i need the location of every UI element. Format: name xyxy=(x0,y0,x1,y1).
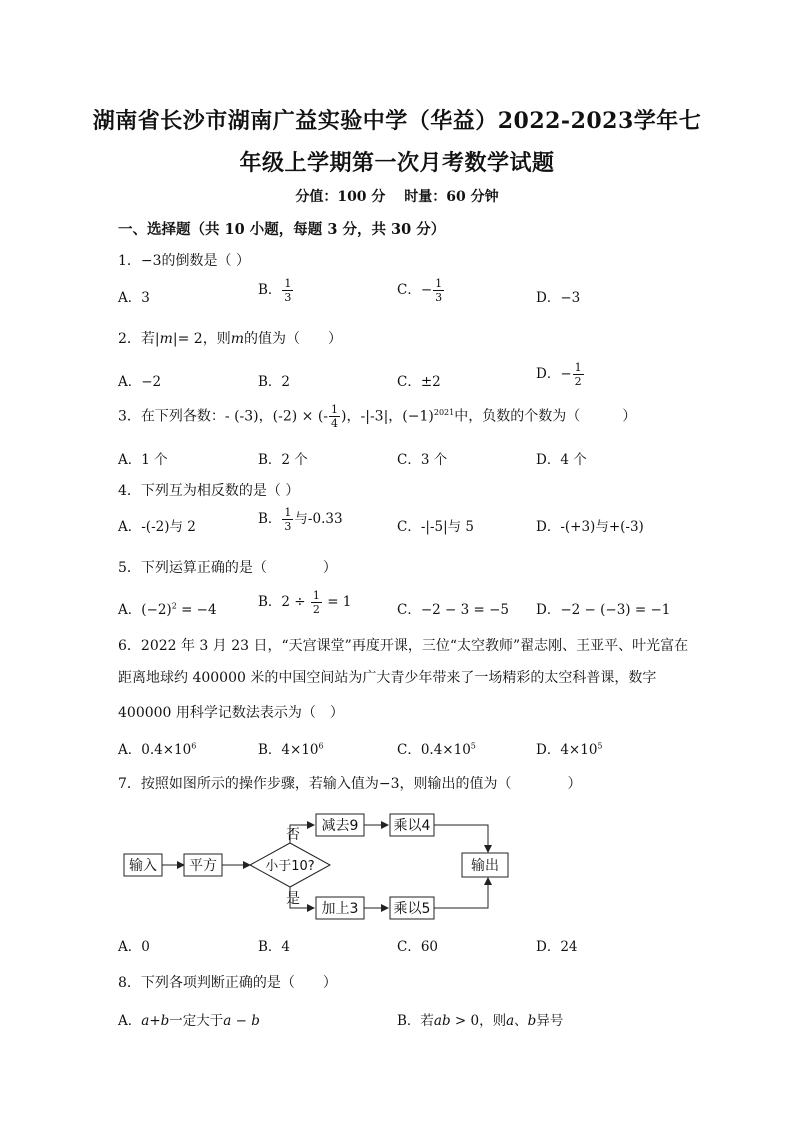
question-6-stem-line-2: 距离地球约 400000 米的中国空间站为广大青少年带来了一场精彩的太空科普课，数字 xyxy=(118,670,657,686)
fraction: $\frac{1}{4}$ xyxy=(331,403,339,430)
question-3-stem: 3．在下列各数：- (-3)，(-2) × (- $\frac{1}{4}$ )，-|-3|，$(-1)^{2021}$中，负数的个数为（ ） xyxy=(118,403,637,430)
question-2-stem: 2．若|m|= 2，则m的值为（ ） xyxy=(118,331,342,347)
question-6-option-c: C．$0.4\times 10^5$ xyxy=(397,741,476,758)
question-6-option-d: D．$4\times 10^5$ xyxy=(536,741,603,758)
flow-plus3-label: 加上3 xyxy=(321,901,359,917)
question-1-stem: 1．−3的倒数是（ ） xyxy=(118,253,250,269)
question-2-option-a: A．−2 xyxy=(118,374,162,390)
fraction: $\frac{1}{2}$ xyxy=(312,589,320,616)
question-4-option-d: D．-(+3)与+(-3) xyxy=(536,519,644,535)
flow-arrow xyxy=(434,878,488,908)
question-4-stem: 4．下列互为相反数的是（ ） xyxy=(118,483,300,499)
question-5-stem: 5．下列运算正确的是（ ） xyxy=(118,560,337,576)
question-5-option-a: A．$(-2)^2 = -4$ xyxy=(118,601,217,618)
operation-flowchart xyxy=(118,805,518,920)
question-5-option-c: C．−2 − 3 = −5 xyxy=(397,602,510,618)
question-1-option-a: A．3 xyxy=(118,290,150,306)
flow-square-label: 平方 xyxy=(189,858,217,874)
question-2-option-d: D．− $\frac{1}{2}$ xyxy=(536,361,582,388)
fraction: $\frac{1}{3}$ xyxy=(435,277,443,304)
question-7-option-a: A．0 xyxy=(118,939,150,955)
question-7-stem: 7．按照如图所示的操作步骤，若输入值为−3，则输出的值为（ ） xyxy=(118,776,582,792)
question-5-option-b: B．2 ÷ $\frac{1}{2}$ = 1 xyxy=(258,589,352,616)
question-3-option-a: A．1 个 xyxy=(118,452,168,468)
flow-no-label: 否 xyxy=(286,827,300,843)
question-3-option-d: D．4 个 xyxy=(536,452,587,468)
question-2-option-b: B．2 xyxy=(258,374,291,390)
flow-times5-label: 乘以5 xyxy=(393,901,431,917)
question-1-option-c: C．− $\frac{1}{3}$ xyxy=(397,277,443,304)
question-1-option-d: D．−3 xyxy=(536,290,581,306)
question-4-option-c: C．-|-5|与 5 xyxy=(397,519,475,535)
score-time-info: 分值：100 分 时量：60 分钟 xyxy=(295,189,499,205)
flow-arrow xyxy=(434,825,488,852)
question-6-option-b: B．$4\times 10^6$ xyxy=(258,741,324,758)
question-8-option-a: A．a+b一定大于a − b xyxy=(118,1013,260,1029)
fraction: $\frac{1}{3}$ xyxy=(284,506,292,533)
question-8-stem: 8．下列各项判断正确的是（ ） xyxy=(118,975,337,991)
question-6-option-a: A．$0.4\times 10^6$ xyxy=(118,741,197,758)
question-4-option-b: B． $\frac{1}{3}$ 与-0.33 xyxy=(258,506,343,533)
question-3-option-c: C．3 个 xyxy=(397,452,448,468)
question-7-option-d: D．24 xyxy=(536,939,578,955)
question-3-option-b: B．2 个 xyxy=(258,452,308,468)
question-6-stem-line-3: 400000 用科学记数法表示为（ ） xyxy=(118,705,344,721)
exam-title-line-2: 年级上学期第一次月考数学试题 xyxy=(239,150,555,176)
flow-decision-label: 小于10? xyxy=(265,859,315,874)
question-6-stem-line-1: 6．2022 年 3 月 23 日，“天宫课堂”再度开课，三位“太空教师”翟志刚、王亚平、叶光富在 xyxy=(118,638,689,654)
question-1-option-b: B． $\frac{1}{3}$ xyxy=(258,277,292,304)
flow-minus9-label: 减去9 xyxy=(321,818,359,834)
exam-title-line-1: 湖南省长沙市湖南广益实验中学（华益）2022-2023学年七 xyxy=(92,108,702,134)
flow-input-label: 输入 xyxy=(129,858,157,874)
question-2-option-c: C．±2 xyxy=(397,374,441,390)
question-7-option-c: C．60 xyxy=(397,939,439,955)
question-8-option-b: B．若ab > 0，则a、b异号 xyxy=(397,1013,564,1029)
section-heading-multiple-choice: 一、选择题（共 10 小题，每题 3 分，共 30 分） xyxy=(118,221,446,238)
fraction: $\frac{1}{3}$ xyxy=(284,277,292,304)
question-5-option-d: D．−2 − (−3) = −1 xyxy=(536,602,671,618)
question-7-option-b: B．4 xyxy=(258,939,291,955)
fraction: $\frac{1}{2}$ xyxy=(574,361,582,388)
flow-times4-label: 乘以4 xyxy=(393,818,431,834)
flow-output-label: 输出 xyxy=(471,858,499,874)
question-4-option-a: A．-(-2)与 2 xyxy=(118,519,196,535)
flow-yes-label: 是 xyxy=(286,891,300,907)
